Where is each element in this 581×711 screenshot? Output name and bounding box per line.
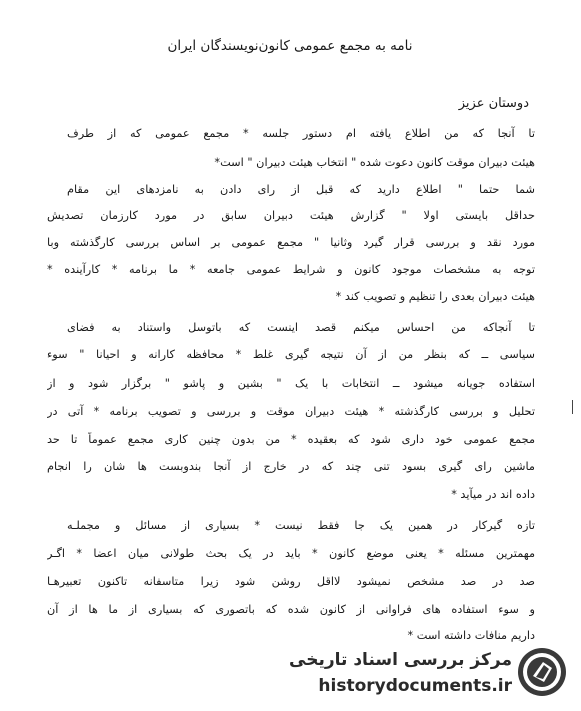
text-line: سیاسی ــ که بنظر من از آن نتیجه گیری غلط * محافظه کارانه و احیانا " سوء <box>47 348 535 361</box>
text-line: توجه به مشخصات موجود کانون و شرایط عمومی جامعه * ما برنامه * کارآینده * <box>47 263 535 276</box>
text-line: مورد نقد و بررسی قرار گیرد وثانیا " مجمع عمومی بر اساس بررسی کارگذشته وبا <box>47 236 535 249</box>
text-line: حداقل بایستی اولا " گزارش هیئت دبیران سابق در مورد کارزمان تصدیش <box>47 209 535 222</box>
text-line: تازه گیرکار در همین یک جا فقط نیست * بسیاری از مسائل و مجملـه <box>67 519 535 532</box>
text-line: هیئت دبیران موقت کانون دعوت شده " انتخاب هیئت دبیران " است* <box>214 156 535 169</box>
text-line: شما حتما " اطلاع دارید که قبل از رای دادن به نامزدهای این مقام <box>67 183 535 196</box>
watermark-logo <box>289 640 574 704</box>
text-line: استفاده جویانه میشود ــ انتخابات با یک " بشین و پاشو " برگزار شود و از <box>47 377 535 390</box>
text-line: داریم منافات داشته است * <box>407 629 535 642</box>
text-line: تحلیل و بررسی کارگذشته * هیئت دبیران موقت و بررسی و تصویب برنامه * آتی در <box>47 405 535 418</box>
text-line: صد در صد مشخص نمیشود لااقل روشن شود زیرا متاسفانه تاکنون تعبیرهـا <box>47 575 535 588</box>
logo-url: historydocuments.ir <box>318 676 512 696</box>
archive-emblem-icon <box>516 646 568 698</box>
text-line: هیئت دبیران بعدی را تنظیم و تصویب کند * <box>335 290 535 303</box>
text-line: تا آنجاکه من احساس میکنم قصد اینست که باتوسل واستناد به فضای <box>67 321 535 334</box>
text-line: و سوء استفاده های فراوانی از کانون شده که باتصوری که بسیاری از ما ها از آن <box>47 603 535 616</box>
text-line: داده اند در میآید * <box>451 488 535 501</box>
letter-title: نامه به مجمع عمومی کانون‌نویسندگان ایران <box>167 38 413 54</box>
margin-mark <box>572 400 579 414</box>
text-line: مجمع عمومی خود داری شود که بعقیده * من بدون چنین کاری مجمع عموماً تا حد <box>47 433 535 446</box>
text-line: مهمترین مسئله * یعنی موضع کانون * باید در یک بحث طولانی میان اعضا * اگـر <box>47 547 535 560</box>
logo-name: مرکز بررسی اسناد تاریخی <box>289 650 512 670</box>
text-line: تا آنجا که من اطلاع یافته ام دستور جلسه * مجمع عمومی که از طرف <box>67 127 535 140</box>
salutation: دوستان عزیز <box>458 96 529 111</box>
text-line: ماشین رای گیری بسود تنی چند که در خارج از آنجا بندوبست ها شان را انجام <box>47 460 535 473</box>
